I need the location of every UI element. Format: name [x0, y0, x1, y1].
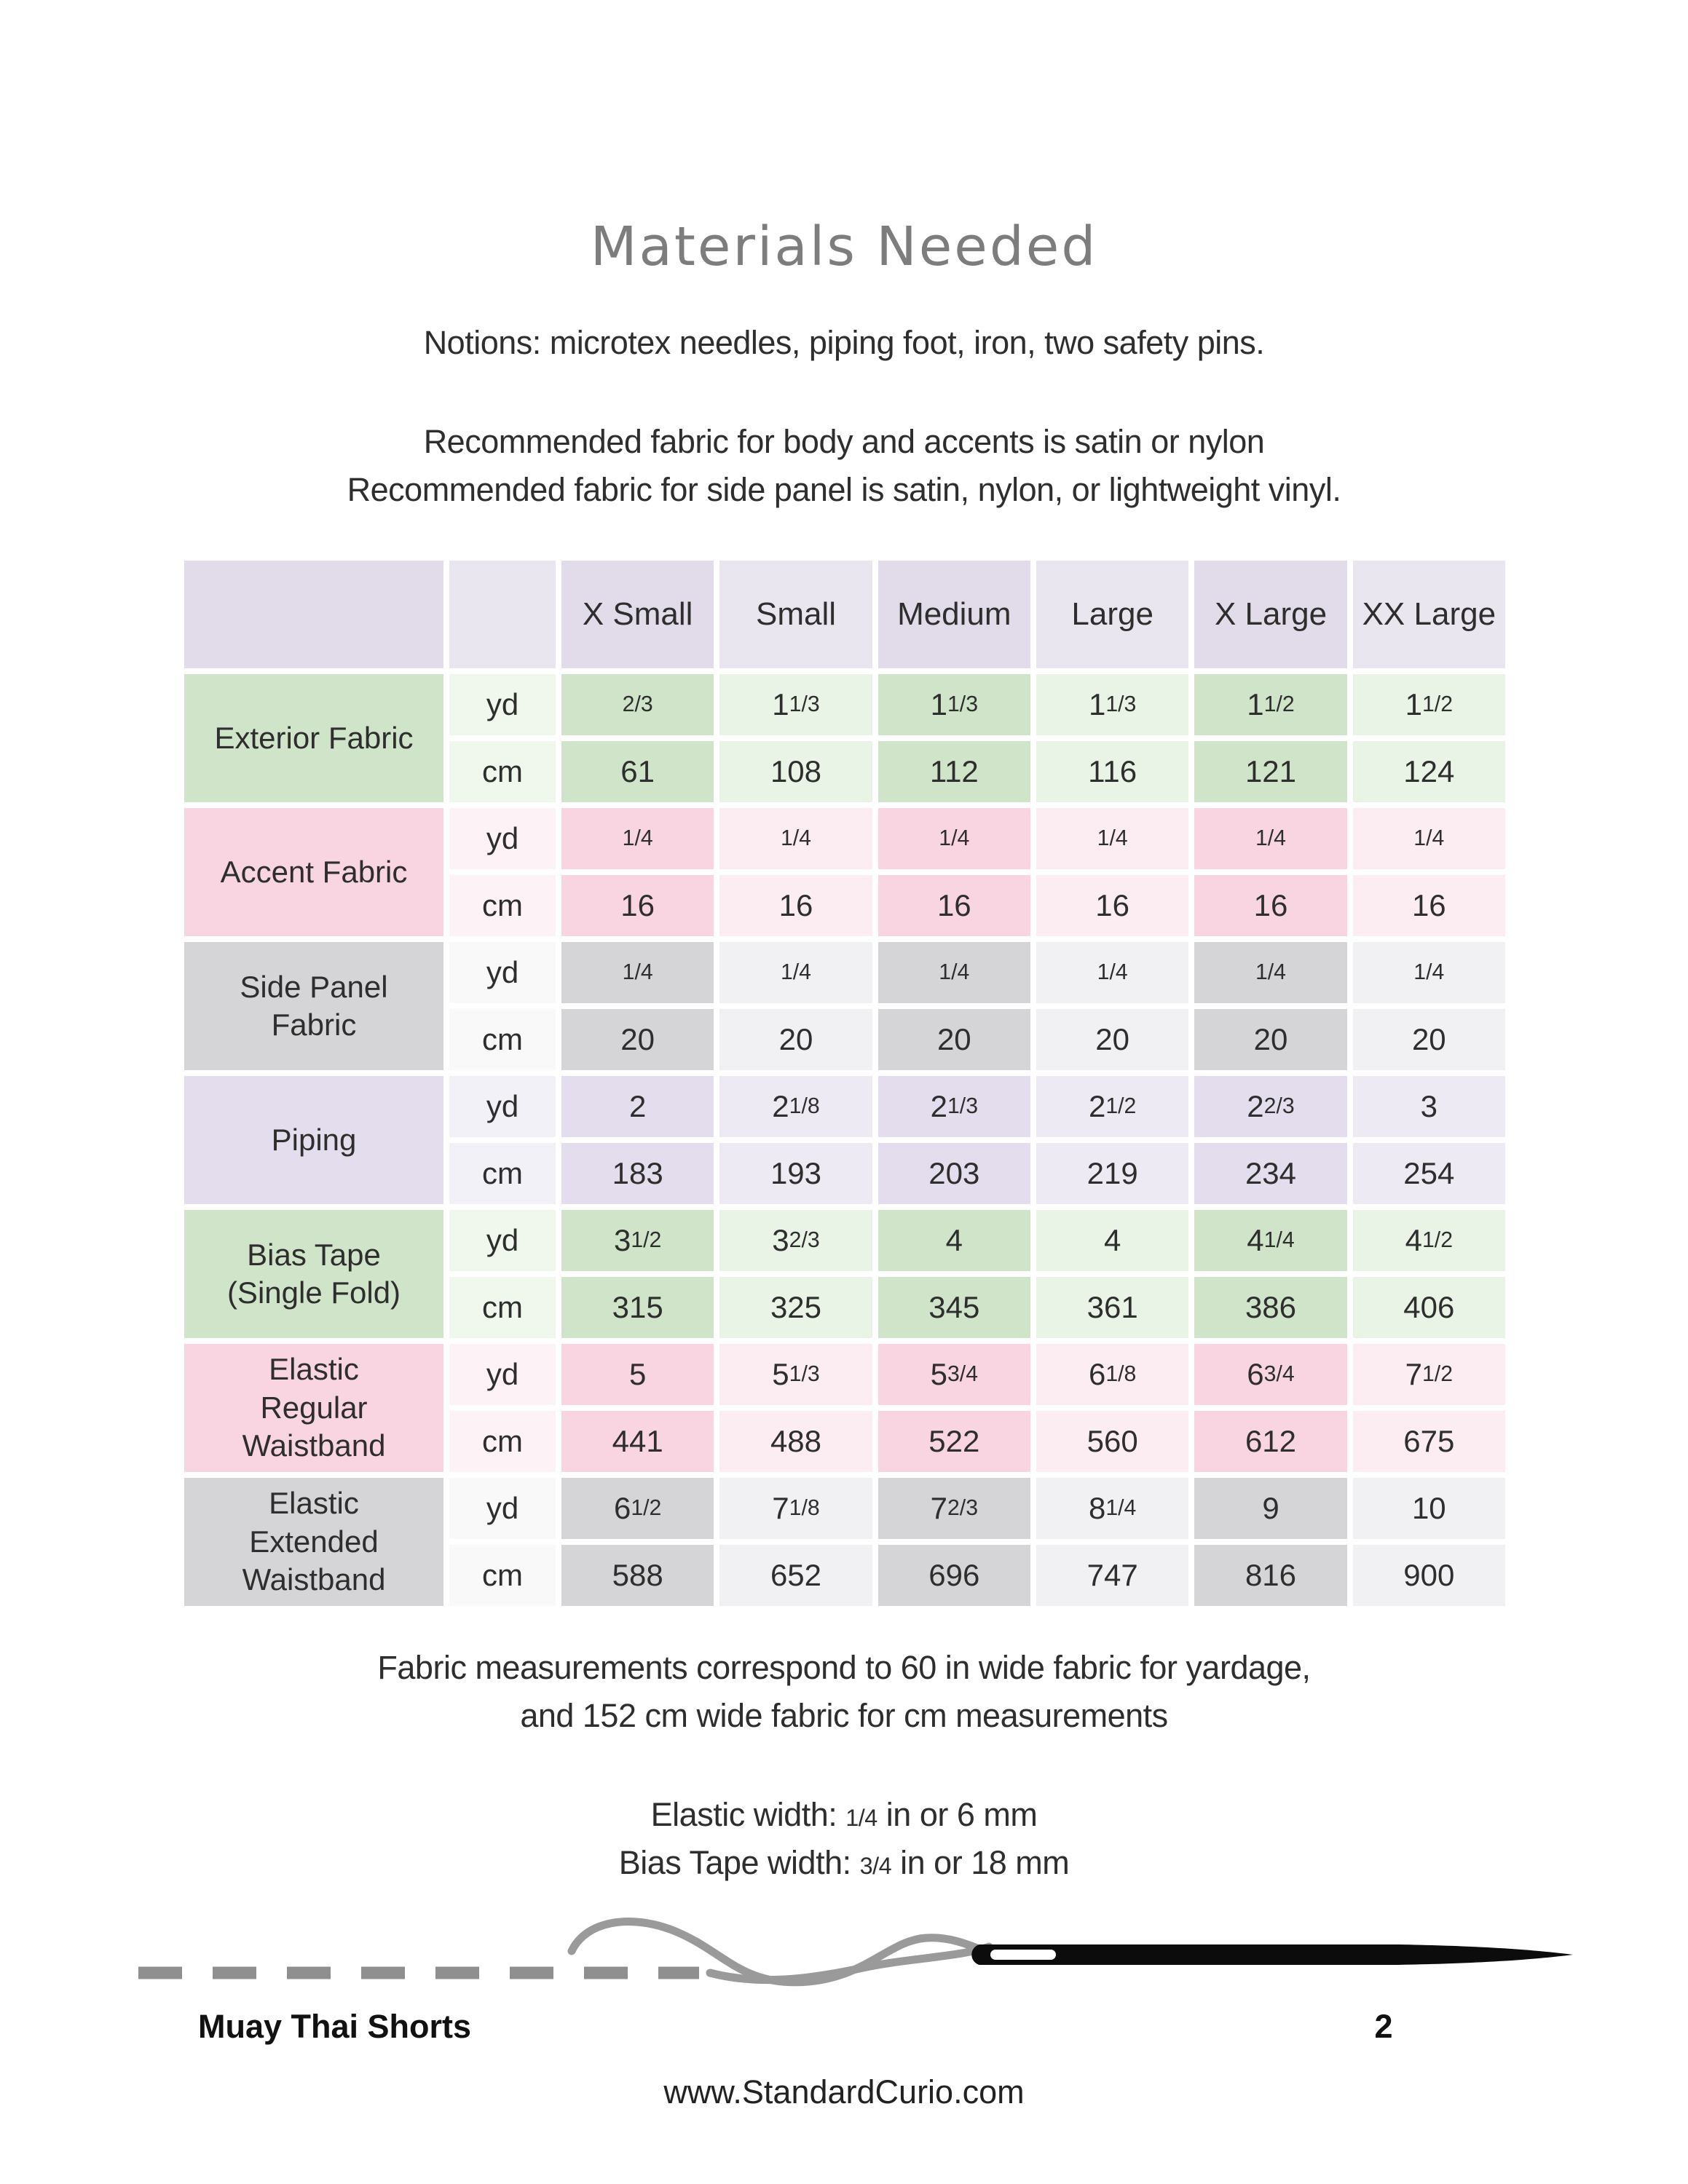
unit-cell: cm	[449, 1411, 556, 1472]
fabric-rec-line1: Recommended fabric for body and accents is satin or nylon	[423, 423, 1265, 460]
value-cell: 560	[1036, 1411, 1188, 1472]
unit-cell: cm	[449, 1009, 556, 1070]
value-cell: 612	[1194, 1411, 1346, 1472]
elastic-regular-waistband-label: Elastic Regular Waistband	[184, 1344, 443, 1472]
value-cell: 816	[1194, 1545, 1346, 1606]
value-cell: 2/3	[561, 674, 714, 735]
value-cell: 675	[1353, 1411, 1505, 1472]
value-cell: 16	[1194, 875, 1346, 936]
value-cell: 488	[719, 1411, 872, 1472]
value-cell: 1 1/3	[1036, 674, 1188, 735]
value-cell: 20	[719, 1009, 872, 1070]
value-cell: 8 1/4	[1036, 1478, 1188, 1539]
value-cell: 4	[878, 1210, 1030, 1271]
value-cell: 3 2/3	[719, 1210, 872, 1271]
value-cell: 203	[878, 1143, 1030, 1204]
value-cell: 20	[1194, 1009, 1346, 1070]
value-cell: 1/4	[1353, 942, 1505, 1003]
unit-cell: yd	[449, 1478, 556, 1539]
footer-page-number: 2	[1374, 2008, 1393, 2045]
value-cell: 193	[719, 1143, 872, 1204]
value-cell: 124	[1353, 741, 1505, 802]
value-cell: 386	[1194, 1277, 1346, 1338]
value-cell: 5	[561, 1344, 714, 1405]
value-cell: 441	[561, 1411, 714, 1472]
value-cell: 16	[1036, 875, 1188, 936]
value-cell: 20	[561, 1009, 714, 1070]
exterior-fabric-label: Exterior Fabric	[184, 674, 443, 802]
accent-fabric-label: Accent Fabric	[184, 808, 443, 936]
size-header-small: Small	[719, 561, 872, 668]
value-cell: 6 1/2	[561, 1478, 714, 1539]
value-cell: 121	[1194, 741, 1346, 802]
unit-cell: cm	[449, 1277, 556, 1338]
value-cell: 1/4	[1353, 808, 1505, 869]
size-header-medium: Medium	[878, 561, 1030, 668]
size-header-xsmall: X Small	[561, 561, 714, 668]
needle-eye	[990, 1950, 1056, 1960]
size-header-xlarge: X Large	[1194, 561, 1346, 668]
unit-cell: cm	[449, 875, 556, 936]
value-cell: 1/4	[1194, 942, 1346, 1003]
value-cell: 20	[1036, 1009, 1188, 1070]
unit-cell: yd	[449, 674, 556, 735]
value-cell: 3	[1353, 1076, 1505, 1137]
value-cell: 61	[561, 741, 714, 802]
value-cell: 1/4	[719, 942, 872, 1003]
bias-tape-label: Bias Tape (Single Fold)	[184, 1210, 443, 1338]
value-cell: 4	[1036, 1210, 1188, 1271]
value-cell: 1/4	[561, 942, 714, 1003]
value-cell: 1/4	[1036, 942, 1188, 1003]
value-cell: 254	[1353, 1143, 1505, 1204]
unit-cell: cm	[449, 741, 556, 802]
value-cell: 9	[1194, 1478, 1346, 1539]
value-cell: 7 1/2	[1353, 1344, 1505, 1405]
value-cell: 2 1/2	[1036, 1076, 1188, 1137]
value-cell: 20	[878, 1009, 1030, 1070]
unit-cell: yd	[449, 942, 556, 1003]
value-cell: 696	[878, 1545, 1030, 1606]
value-cell: 1/4	[719, 808, 872, 869]
bias-tape-width-note: Bias Tape width: 3/4 in or 18 mm	[618, 1844, 1070, 1881]
unit-cell: yd	[449, 1076, 556, 1137]
thread-icon	[572, 1922, 985, 1982]
value-cell: 315	[561, 1277, 714, 1338]
value-cell: 2 1/3	[878, 1076, 1030, 1137]
value-cell: 1/4	[878, 942, 1030, 1003]
materials-table	[184, 561, 1505, 1606]
value-cell: 522	[878, 1411, 1030, 1472]
value-cell: 108	[719, 741, 872, 802]
table-corner-cell	[184, 561, 443, 668]
value-cell: 20	[1353, 1009, 1505, 1070]
unit-cell: cm	[449, 1545, 556, 1606]
value-cell: 345	[878, 1277, 1030, 1338]
value-cell: 112	[878, 741, 1030, 802]
value-cell: 2 2/3	[1194, 1076, 1346, 1137]
value-cell: 1/4	[1036, 808, 1188, 869]
value-cell: 5 1/3	[719, 1344, 872, 1405]
elastic-width-note: Elastic width: 1/4 in or 6 mm	[650, 1796, 1038, 1833]
value-cell: 1/4	[561, 808, 714, 869]
value-cell: 6 1/8	[1036, 1344, 1188, 1405]
value-cell: 4 1/4	[1194, 1210, 1346, 1271]
value-cell: 747	[1036, 1545, 1188, 1606]
value-cell: 588	[561, 1545, 714, 1606]
piping-label: Piping	[184, 1076, 443, 1204]
fabric-width-note-line1: Fabric measurements correspond to 60 in wide fabric for yardage,	[377, 1649, 1311, 1686]
footer-website-link[interactable]: www.StandardCurio.com	[663, 2073, 1025, 2110]
value-cell: 16	[1353, 875, 1505, 936]
value-cell: 1/4	[1194, 808, 1346, 869]
value-cell: 4 1/2	[1353, 1210, 1505, 1271]
value-cell: 183	[561, 1143, 714, 1204]
value-cell: 325	[719, 1277, 872, 1338]
value-cell: 10	[1353, 1478, 1505, 1539]
value-cell: 652	[719, 1545, 872, 1606]
value-cell: 5 3/4	[878, 1344, 1030, 1405]
value-cell: 7 2/3	[878, 1478, 1030, 1539]
value-cell: 16	[878, 875, 1030, 936]
value-cell: 2	[561, 1076, 714, 1137]
unit-cell: yd	[449, 1210, 556, 1271]
value-cell: 7 1/8	[719, 1478, 872, 1539]
fabric-width-note	[0, 1644, 1688, 1740]
value-cell: 406	[1353, 1277, 1505, 1338]
elastic-extended-waistband-label: Elastic Extended Waistband	[184, 1478, 443, 1606]
page-title: Materials Needed	[590, 215, 1098, 278]
value-cell: 234	[1194, 1143, 1346, 1204]
value-cell: 6 3/4	[1194, 1344, 1346, 1405]
value-cell: 3 1/2	[561, 1210, 714, 1271]
needle-icon	[971, 1944, 1573, 1965]
value-cell: 1 1/3	[719, 674, 872, 735]
size-header-large: Large	[1036, 561, 1188, 668]
size-header-xxlarge: XX Large	[1353, 561, 1505, 668]
value-cell: 1 1/2	[1353, 674, 1505, 735]
value-cell: 361	[1036, 1277, 1188, 1338]
side-panel-fabric-label: Side Panel Fabric	[184, 942, 443, 1070]
value-cell: 16	[561, 875, 714, 936]
value-cell: 116	[1036, 741, 1188, 802]
notions-text: Notions: microtex needles, piping foot, iron, two safety pins.	[423, 324, 1265, 361]
value-cell: 900	[1353, 1545, 1505, 1606]
value-cell: 16	[719, 875, 872, 936]
unit-cell: yd	[449, 808, 556, 869]
value-cell: 219	[1036, 1143, 1188, 1204]
fabric-width-note-line2: and 152 cm wide fabric for cm measurements	[520, 1697, 1168, 1734]
value-cell: 2 1/8	[719, 1076, 872, 1137]
footer-pattern-name: Muay Thai Shorts	[198, 2008, 472, 2045]
value-cell: 1/4	[878, 808, 1030, 869]
value-cell: 1 1/3	[878, 674, 1030, 735]
fabric-recommendations	[0, 418, 1688, 514]
unit-cell: cm	[449, 1143, 556, 1204]
value-cell: 1 1/2	[1194, 674, 1346, 735]
unit-cell: yd	[449, 1344, 556, 1405]
fabric-rec-line2: Recommended fabric for side panel is satin, nylon, or lightweight vinyl.	[347, 471, 1341, 508]
table-units-header-cell	[449, 561, 556, 668]
